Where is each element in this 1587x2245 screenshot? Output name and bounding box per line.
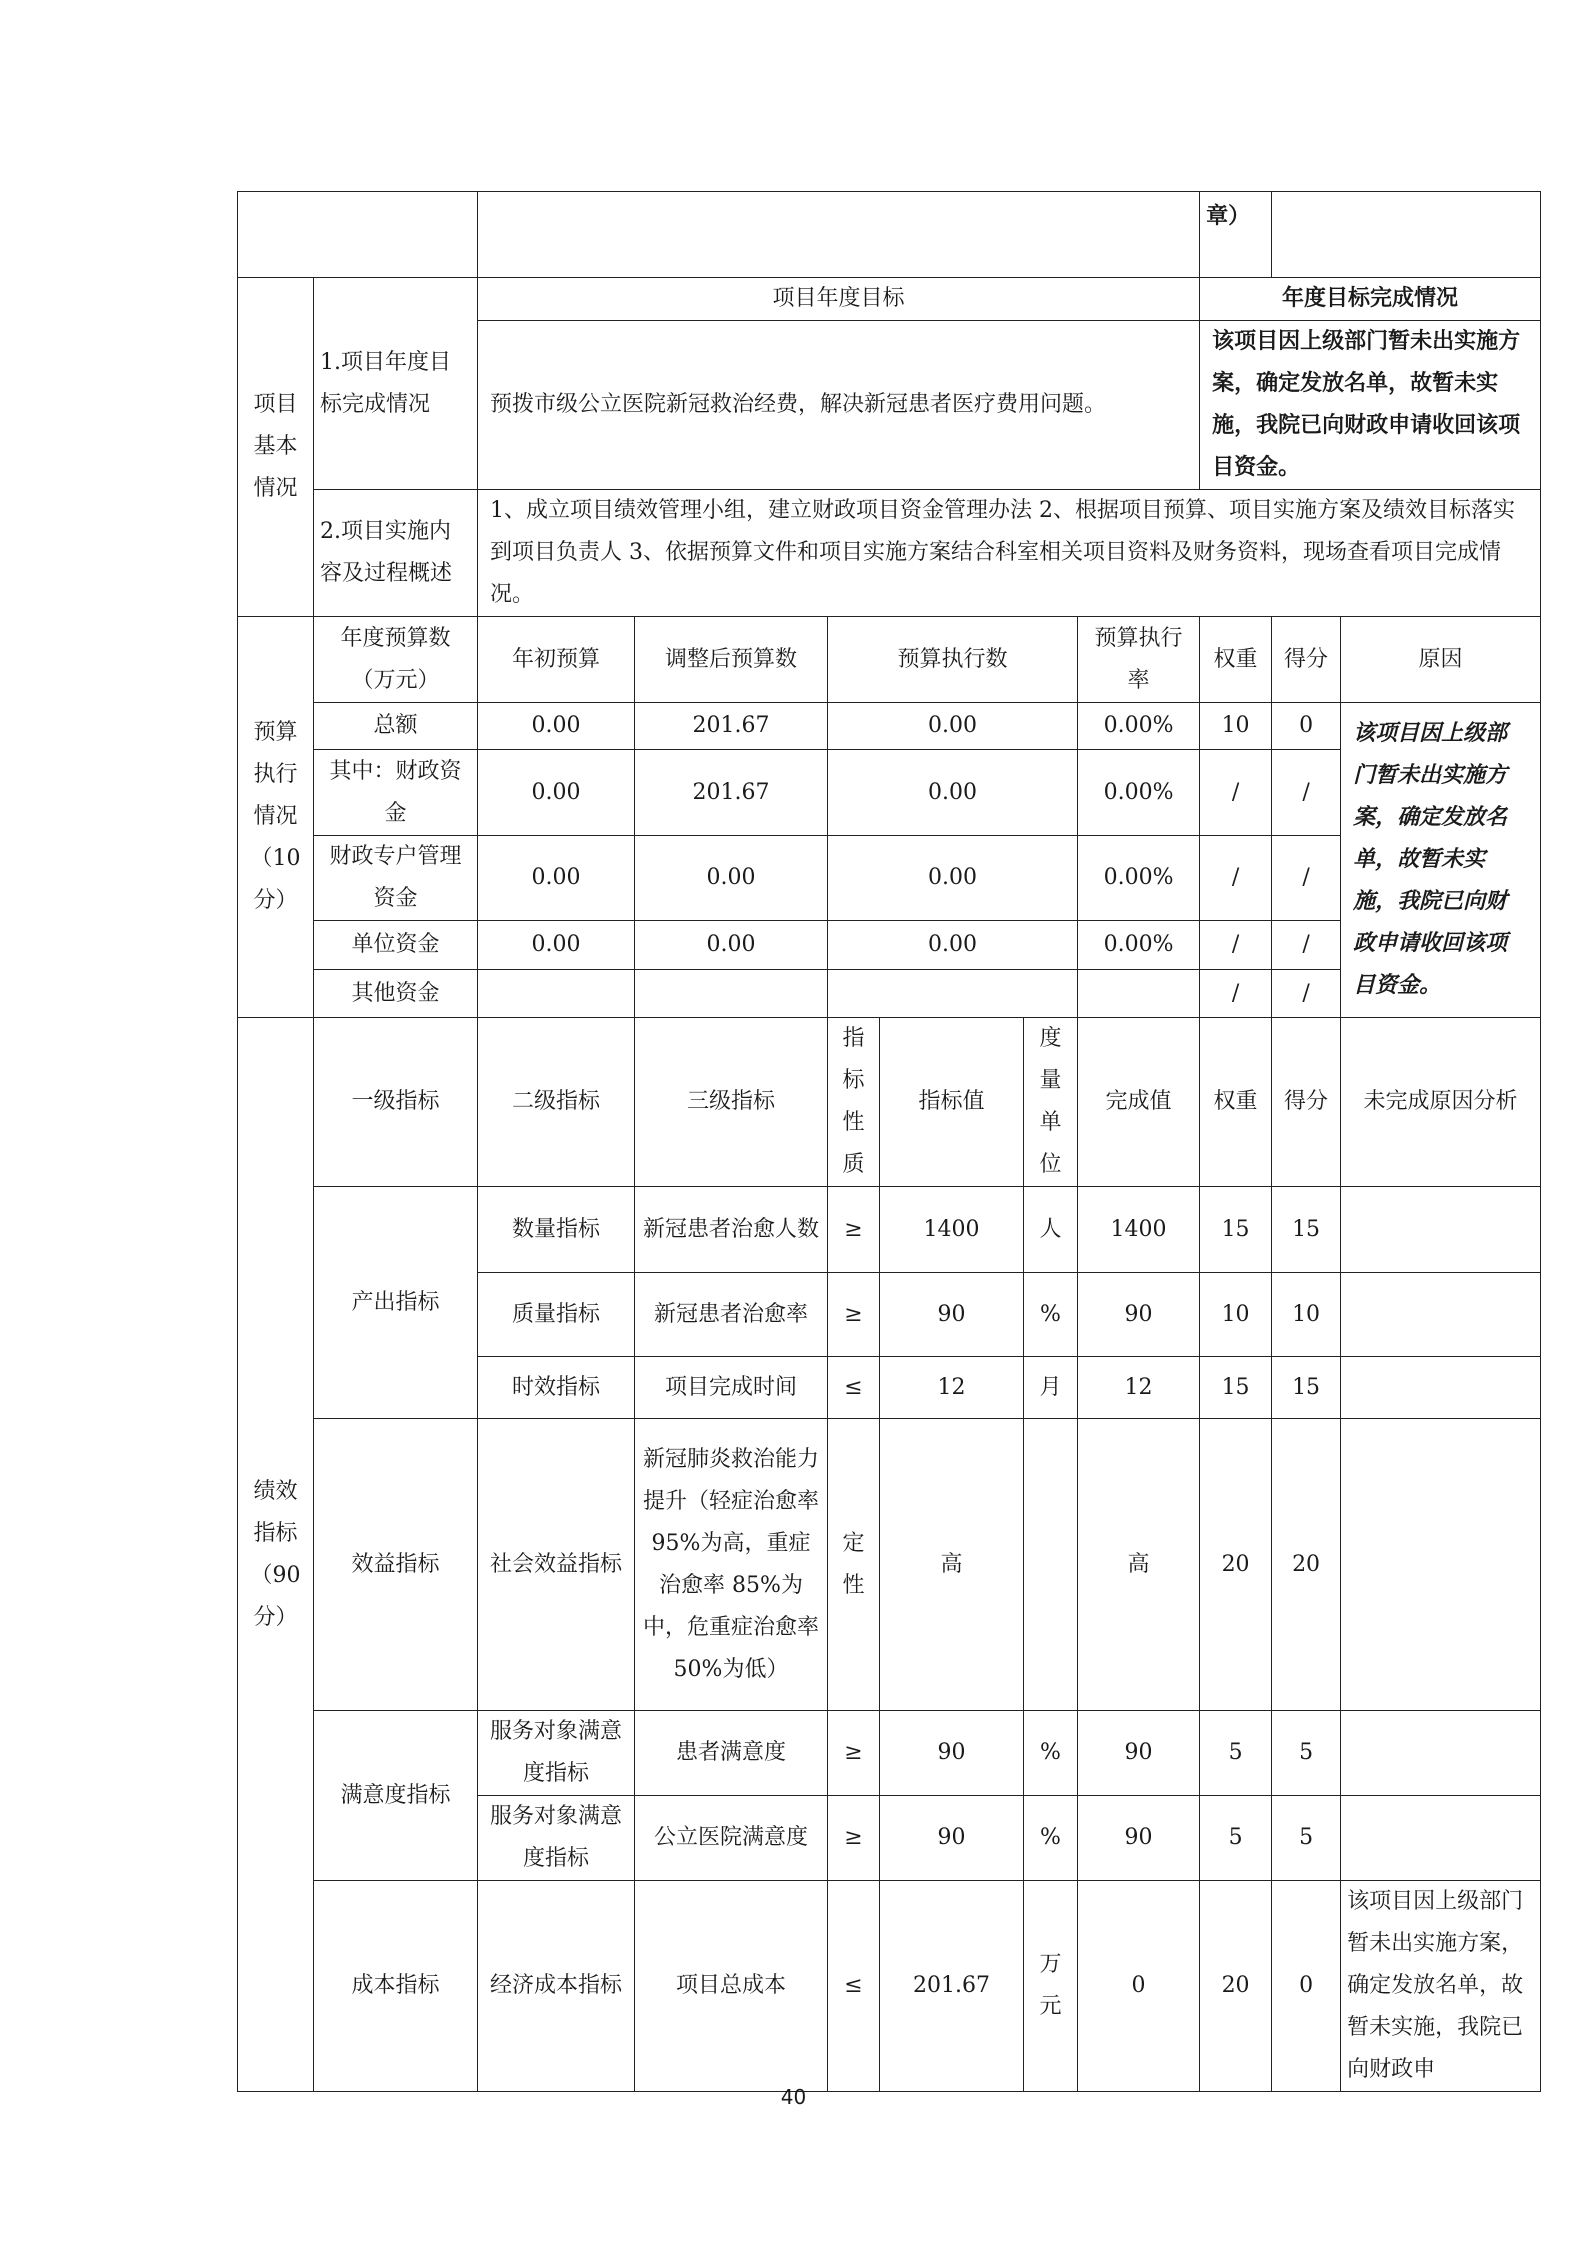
perf-nature: ≥	[828, 1796, 880, 1881]
perf-actual: 高	[1078, 1419, 1200, 1711]
perf-analysis	[1341, 1273, 1541, 1357]
perf-unit: 万元	[1024, 1881, 1078, 2092]
perf-nature: ≥	[828, 1273, 880, 1357]
perf-group-benefit: 效益指标	[314, 1419, 478, 1711]
perf-score: 0	[1272, 1881, 1341, 2092]
budget-rate: 0.00%	[1078, 836, 1200, 921]
top-right-cell	[1272, 192, 1541, 278]
perf-actual-header: 完成值	[1078, 1018, 1200, 1187]
budget-rate: 0.00%	[1078, 750, 1200, 836]
perf-level3: 患者满意度	[635, 1711, 828, 1796]
budget-rate: 0.00%	[1078, 703, 1200, 750]
perf-row	[238, 1711, 1541, 1796]
perf-section-label: 绩效指标（90分）	[238, 1018, 314, 2092]
perf-score: 5	[1272, 1796, 1341, 1881]
perf-unit	[1024, 1419, 1078, 1711]
budget-adjusted: 0.00	[635, 921, 828, 970]
perf-level2: 社会效益指标	[478, 1419, 635, 1711]
budget-adjusted-header: 调整后预算数	[635, 617, 828, 703]
perf-level2: 质量指标	[478, 1273, 635, 1357]
perf-group-output: 产出指标	[314, 1187, 478, 1419]
budget-reason-text: 该项目因上级部门暂未出实施方案，确定发放名单，故暂未实施，我院已向财政申请收回该项目资金。	[1341, 703, 1541, 1018]
perf-weight: 15	[1200, 1187, 1272, 1273]
budget-initial-header: 年初预算	[478, 617, 635, 703]
goal-header-row	[238, 278, 1541, 321]
budget-reason-header: 原因	[1341, 617, 1541, 703]
page-number: 40	[780, 2085, 807, 2109]
process-row	[238, 490, 1541, 617]
perf-nature: 定性	[828, 1419, 880, 1711]
budget-executed: 0.00	[828, 921, 1078, 970]
budget-header-row	[238, 617, 1541, 703]
budget-adjusted	[635, 970, 828, 1018]
budget-section-label: 预算执行情况（10分）	[238, 617, 314, 1018]
budget-row-name: 单位资金	[314, 921, 478, 970]
perf-row	[238, 1881, 1541, 2092]
perf-score: 20	[1272, 1419, 1341, 1711]
perf-level3-header: 三级指标	[635, 1018, 828, 1187]
budget-rate: 0.00%	[1078, 921, 1200, 970]
perf-nature: ≤	[828, 1357, 880, 1419]
top-left-cell	[238, 192, 478, 278]
completion-text: 该项目因上级部门暂未出实施方案，确定发放名单，故暂未实施，我院已向财政申请收回该项目资金。	[1200, 321, 1541, 490]
budget-weight: /	[1200, 750, 1272, 836]
perf-nature-header: 指标性质	[828, 1018, 880, 1187]
perf-level2: 经济成本指标	[478, 1881, 635, 2092]
basic-section-label: 项目基本情况	[238, 278, 314, 617]
perf-unit: %	[1024, 1711, 1078, 1796]
perf-unit-header: 度量单位	[1024, 1018, 1078, 1187]
perf-unit: %	[1024, 1796, 1078, 1881]
perf-level3: 新冠患者治愈率	[635, 1273, 828, 1357]
perf-analysis	[1341, 1419, 1541, 1711]
budget-adjusted: 201.67	[635, 750, 828, 836]
perf-actual: 1400	[1078, 1187, 1200, 1273]
perf-actual: 0	[1078, 1881, 1200, 2092]
perf-target: 1400	[880, 1187, 1024, 1273]
perf-analysis	[1341, 1187, 1541, 1273]
budget-score: /	[1272, 750, 1341, 836]
perf-analysis	[1341, 1796, 1541, 1881]
budget-rate-header: 预算执行率	[1078, 617, 1200, 703]
perf-target: 90	[880, 1711, 1024, 1796]
perf-target: 高	[880, 1419, 1024, 1711]
budget-adjusted: 201.67	[635, 703, 828, 750]
perf-actual: 90	[1078, 1273, 1200, 1357]
budget-initial	[478, 970, 635, 1018]
budget-initial: 0.00	[478, 750, 635, 836]
perf-score-header: 得分	[1272, 1018, 1341, 1187]
perf-score: 10	[1272, 1273, 1341, 1357]
perf-weight-header: 权重	[1200, 1018, 1272, 1187]
perf-weight: 20	[1200, 1419, 1272, 1711]
budget-executed: 0.00	[828, 703, 1078, 750]
budget-weight: /	[1200, 921, 1272, 970]
budget-score-header: 得分	[1272, 617, 1341, 703]
perf-analysis	[1341, 1357, 1541, 1419]
budget-executed	[828, 970, 1078, 1018]
budget-row-name: 财政专户管理资金	[314, 836, 478, 921]
budget-score: /	[1272, 970, 1341, 1018]
budget-row	[238, 703, 1541, 750]
perf-unit: %	[1024, 1273, 1078, 1357]
evaluation-table-container	[237, 191, 1540, 2092]
perf-score: 15	[1272, 1187, 1341, 1273]
perf-target-header: 指标值	[880, 1018, 1024, 1187]
budget-executed: 0.00	[828, 750, 1078, 836]
completion-header: 年度目标完成情况	[1200, 278, 1541, 321]
perf-target: 201.67	[880, 1881, 1024, 2092]
perf-level2: 服务对象满意度指标	[478, 1796, 635, 1881]
budget-weight-header: 权重	[1200, 617, 1272, 703]
perf-weight: 5	[1200, 1711, 1272, 1796]
perf-level2-header: 二级指标	[478, 1018, 635, 1187]
stamp-suffix: 章）	[1200, 192, 1272, 278]
perf-level2: 服务对象满意度指标	[478, 1711, 635, 1796]
perf-level2: 数量指标	[478, 1187, 635, 1273]
budget-executed-header: 预算执行数	[828, 617, 1078, 703]
perf-unit: 月	[1024, 1357, 1078, 1419]
perf-level3: 项目总成本	[635, 1881, 828, 2092]
goal-row-label: 1.项目年度目标完成情况	[314, 278, 478, 490]
budget-executed: 0.00	[828, 836, 1078, 921]
perf-nature: ≥	[828, 1711, 880, 1796]
perf-actual: 90	[1078, 1796, 1200, 1881]
perf-row	[238, 1187, 1541, 1273]
perf-level2: 时效指标	[478, 1357, 635, 1419]
perf-level3: 项目完成时间	[635, 1357, 828, 1419]
perf-analysis: 该项目因上级部门暂未出实施方案，确定发放名单，故暂未实施，我院已向财政申	[1341, 1881, 1541, 2092]
budget-initial: 0.00	[478, 703, 635, 750]
budget-initial: 0.00	[478, 921, 635, 970]
budget-row-name: 其中：财政资金	[314, 750, 478, 836]
perf-group-satisfaction: 满意度指标	[314, 1711, 478, 1881]
process-text: 1、成立项目绩效管理小组，建立财政项目资金管理办法 2、根据项目预算、项目实施方案及绩效目标落实到项目负责人 3、依据预算文件和项目实施方案结合科室相关项目资料及财务资料，现场查看项目完成情况。	[478, 490, 1541, 617]
evaluation-table	[237, 191, 1541, 2092]
perf-nature: ≥	[828, 1187, 880, 1273]
perf-analysis-header: 未完成原因分析	[1341, 1018, 1541, 1187]
perf-level3: 新冠患者治愈人数	[635, 1187, 828, 1273]
budget-score: 0	[1272, 703, 1341, 750]
budget-amount-header: 年度预算数（万元）	[314, 617, 478, 703]
perf-actual: 90	[1078, 1711, 1200, 1796]
perf-row	[238, 1419, 1541, 1711]
perf-actual: 12	[1078, 1357, 1200, 1419]
budget-score: /	[1272, 836, 1341, 921]
budget-adjusted: 0.00	[635, 836, 828, 921]
perf-target: 90	[880, 1796, 1024, 1881]
perf-weight: 5	[1200, 1796, 1272, 1881]
perf-level3: 公立医院满意度	[635, 1796, 828, 1881]
perf-level3: 新冠肺炎救治能力提升（轻症治愈率 95%为高，重症治愈率 85%为中，危重症治愈率 50%为低）	[635, 1419, 828, 1711]
budget-weight: 10	[1200, 703, 1272, 750]
budget-initial: 0.00	[478, 836, 635, 921]
top-row	[238, 192, 1541, 278]
budget-rate	[1078, 970, 1200, 1018]
budget-weight: /	[1200, 836, 1272, 921]
perf-header-row	[238, 1018, 1541, 1187]
budget-weight: /	[1200, 970, 1272, 1018]
perf-target: 12	[880, 1357, 1024, 1419]
goal-text: 预拨市级公立医院新冠救治经费，解决新冠患者医疗费用问题。	[478, 321, 1200, 490]
budget-score: /	[1272, 921, 1341, 970]
process-label: 2.项目实施内容及过程概述	[314, 490, 478, 617]
perf-group-cost: 成本指标	[314, 1881, 478, 2092]
perf-weight: 10	[1200, 1273, 1272, 1357]
top-middle-cell	[478, 192, 1200, 278]
perf-analysis	[1341, 1711, 1541, 1796]
perf-score: 15	[1272, 1357, 1341, 1419]
budget-row-name: 其他资金	[314, 970, 478, 1018]
goal-header: 项目年度目标	[478, 278, 1200, 321]
perf-score: 5	[1272, 1711, 1341, 1796]
perf-weight: 20	[1200, 1881, 1272, 2092]
perf-nature: ≤	[828, 1881, 880, 2092]
perf-weight: 15	[1200, 1357, 1272, 1419]
budget-row-name: 总额	[314, 703, 478, 750]
perf-target: 90	[880, 1273, 1024, 1357]
perf-level1-header: 一级指标	[314, 1018, 478, 1187]
perf-unit: 人	[1024, 1187, 1078, 1273]
